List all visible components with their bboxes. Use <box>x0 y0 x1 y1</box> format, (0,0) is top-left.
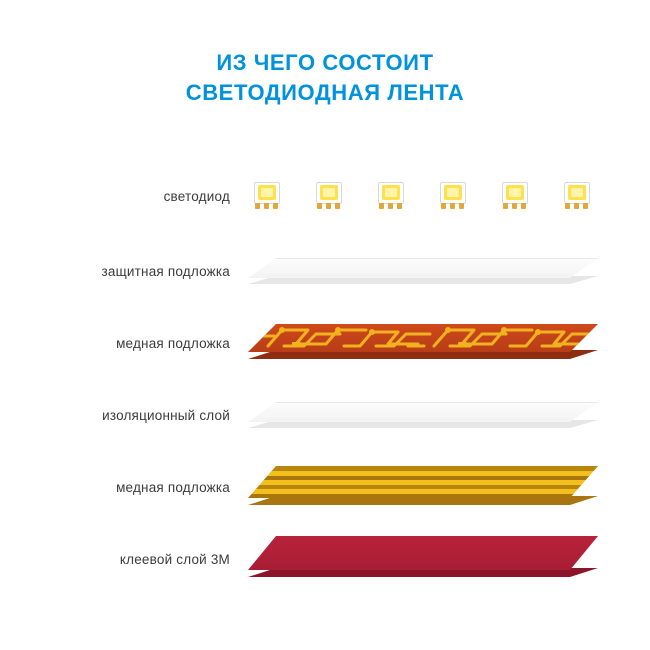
led-pin <box>450 203 455 209</box>
led-pins <box>440 203 466 209</box>
copper-stripe <box>248 494 598 498</box>
led-pin <box>512 203 517 209</box>
led-pin <box>583 203 588 209</box>
layer-label-copper-striped: медная подложка <box>116 480 230 495</box>
led-pin <box>264 203 269 209</box>
led-pin <box>379 203 384 209</box>
layer-label-protective: защитная подложка <box>101 264 230 279</box>
led-pin <box>326 203 331 209</box>
layer-row-copper-striped <box>0 448 650 520</box>
led-pins <box>502 203 528 209</box>
led-pin <box>388 203 393 209</box>
led-pin <box>335 203 340 209</box>
layer-label-led: светодиод <box>163 189 230 204</box>
layer-art-copper-traces <box>248 304 608 376</box>
page-title <box>0 48 650 108</box>
led-chip-group <box>252 180 612 216</box>
layer-art-protective <box>248 232 608 304</box>
layer-row-adhesive <box>0 520 650 592</box>
striped-copper-top <box>248 466 598 498</box>
led-pin <box>521 203 526 209</box>
adhesive-slab-top <box>248 536 598 570</box>
led-chip <box>438 180 468 210</box>
led-pin <box>574 203 579 209</box>
led-pin <box>273 203 278 209</box>
layer-rows <box>0 160 650 592</box>
led-pins <box>316 203 342 209</box>
layer-art-insulation <box>248 376 608 448</box>
led-pins <box>378 203 404 209</box>
led-pins <box>254 203 280 209</box>
layer-label-copper-traces: медная подложка <box>116 336 230 351</box>
led-pin <box>503 203 508 209</box>
led-phosphor <box>444 185 462 200</box>
led-chip <box>252 180 282 210</box>
layer-label-adhesive: клеевой слой 3М <box>119 552 230 567</box>
insulation-slab-top <box>248 402 598 422</box>
led-phosphor <box>506 185 524 200</box>
white-slab-top <box>248 258 598 278</box>
layer-row-insulation <box>0 376 650 448</box>
led-phosphor <box>568 185 586 200</box>
led-pin <box>441 203 446 209</box>
led-phosphor <box>320 185 338 200</box>
layer-label-insulation: изоляционный слой <box>102 408 230 423</box>
led-pin <box>459 203 464 209</box>
page-title-line-1: ИЗ ЧЕГО СОСТОИТ <box>216 50 434 75</box>
led-chip <box>562 180 592 210</box>
led-phosphor <box>382 185 400 200</box>
led-chip <box>314 180 344 210</box>
led-chip <box>500 180 530 210</box>
led-pin <box>397 203 402 209</box>
led-phosphor <box>258 185 276 200</box>
led-chip <box>376 180 406 210</box>
led-pins <box>564 203 590 209</box>
layer-row-protective <box>0 232 650 304</box>
led-pin <box>317 203 322 209</box>
led-pin <box>255 203 260 209</box>
layer-art-adhesive <box>248 520 608 592</box>
layer-row-led <box>0 160 650 232</box>
page-title-line-2: СВЕТОДИОДНАЯ ЛЕНТА <box>185 80 465 105</box>
layer-art-copper-striped <box>248 448 608 520</box>
layer-row-copper-traces <box>0 304 650 376</box>
led-pin <box>565 203 570 209</box>
pcb-traces <box>248 324 598 352</box>
